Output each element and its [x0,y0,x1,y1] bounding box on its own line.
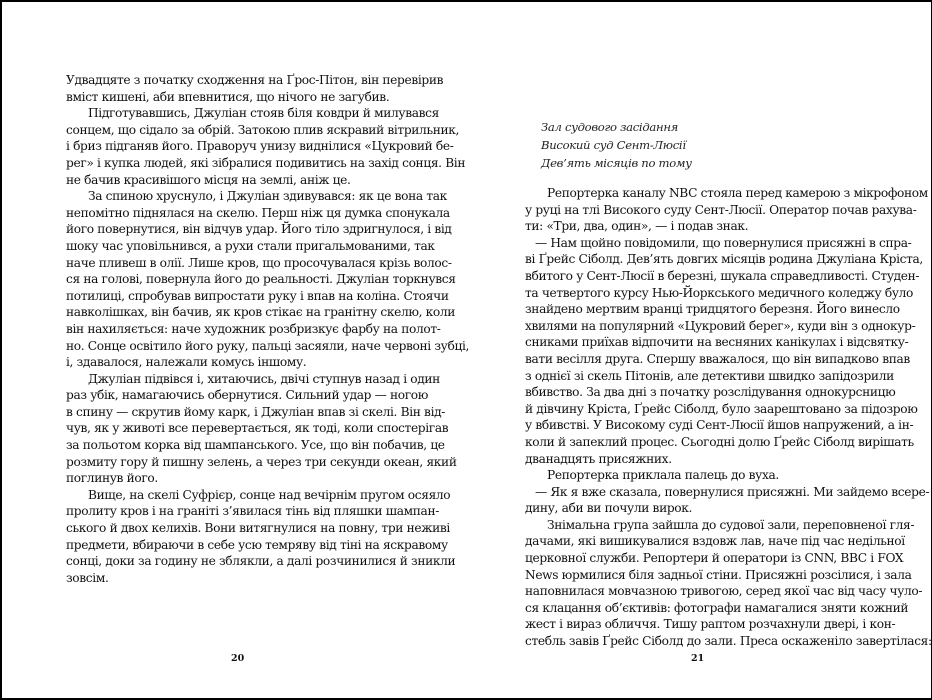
text-line: церковної служби. Репортери й оператори із CNN, BBC і FOX [525,551,904,566]
text-line: но. Сонце освітило його руку, пальці засяяли, наче червоні зубці, [66,338,470,353]
text-line: предмети, вбираючи в себе усю темряву від тіні на яскравому [66,537,448,552]
text-line: ського й двох келихів. Вони витягнулися на повну, три неживі [66,521,450,536]
text-line: поглинув його. [66,471,158,486]
text-line: в спину — скрутив йому карк, і Джуліан впав зі скелі. Він від- [66,404,446,419]
text-line: дачами, які вишикувалися вздовж лав, наче під час недільної [525,534,905,549]
text-line: шоку час уповільнився, а рухи стали пригальмованими, так [66,238,435,253]
text-line: Репортерка каналу NBC стояла перед камерою з мікрофоном [547,186,928,200]
text-line: й дівчину Кріста, Ґрейс Сіболд, було заарештовано за підозрою [525,401,918,416]
text-line: вати весілля друга. Спершу вважалося, що він випадково впав [525,351,910,366]
text-line: за польотом корка від шампанського. Усе, що він побачив, це [66,438,445,453]
text-line: розмиту гору й пишну зелень, а через три секунди океан, який [66,454,457,469]
text-line: Вище, на скелі Суфрієр, сонце над вечірнім пругом осяяло [88,487,451,502]
left-page-body [66,72,470,586]
text-line: рег» і купка людей, які зібралися подивитись на захід сонця. Він [66,155,466,170]
text-line: у вбивстві. У Високому суді Сент-Люсії йшов напружений, а ін- [525,418,914,433]
text-line: його повернутися, він відчув удар. Його тіло здригнулося, і від [66,222,452,237]
text-line: і, здавалося, належали комусь іншому. [66,355,307,370]
text-line: вміст кишені, аби впевнитися, що нічого не загубив. [66,89,390,104]
text-line: стебль завів Ґрейс Сіболд до зали. Преса оскаженіло завертілася: [525,634,932,649]
page-number-right: 21 [691,653,705,664]
text-line: сонцем, що сідало за обрій. Затокою плив яскравий вітрильник, [66,122,460,137]
right-page [468,2,932,698]
text-line: та четвертого курсу Нью-Йоркського медичного коледжу було [525,285,914,300]
text-line: сонці, доки за годину не зблякли, а далі розчинилися й зникли [66,554,456,569]
left-page [2,2,468,698]
text-line: вбивство. За два дні з початку розслідування однокурсницю [525,385,896,400]
text-line: наповнилася мовчазною тривогою, серед якої час від часу чуло- [525,584,923,599]
text-line: раз убік, намагаючись обернутися. Сильний удар — ногою [66,388,429,403]
text-line: потилиці, спробував випростати руку і впав на коліна. Стоячи [66,288,449,303]
text-line: вбитого у Сент-Люсії в березні, шукала справедливості. Студен- [525,268,920,283]
text-line: жест і вираз обличчя. Тишу раптом розчахнули двері, і кон- [525,617,896,632]
text-line: News юрмилися біля задньої стіни. Присяжні розсілися, і зала [525,567,912,582]
text-line: дину, аби ви почули вирок. [525,501,693,516]
text-line: зовсім. [66,570,109,585]
text-line: пролиту кров і на граніті з’явилася тінь від пляшки шампан- [66,504,439,519]
page-number-left: 20 [231,653,245,664]
text-line: непомітно піднялася на скелю. Перш ніж ця думка спонукала [66,205,450,220]
text-line: ти: «Три, два, один», — і подав знак. [525,219,749,234]
text-line: він нахиляється: наче художник розбризкує фарбу на полот- [66,321,441,336]
text-line: наче пливеш в олії. Лише кров, що просочувалася крізь волос- [66,255,452,270]
text-line: і бриз підганяв його. Праворуч унизу виднілися «Цукровий бе- [66,139,454,154]
epigraph-line-court: Високий суд Сент-Люсії [541,138,686,152]
text-line: ві Ґрейс Сіболд. Дев’ять довгих місяців родина Джуліана Кріста, [525,252,923,267]
text-line: — Нам щойно повідомили, що повернулися присяжні в спра- [535,235,912,250]
text-line: навколішках, він бачив, як кров стікає на гранітну скелю, коли [66,305,456,320]
text-line: Підготувавшись, Джуліан стояв біля ковдри й милувався [88,106,439,121]
chapter-epigraph [541,118,692,172]
text-line: Удвадцяте з початку сходження на Ґрос-Пітон, він перевірив [66,73,444,87]
text-line: Знімальна група зайшла до судової зали, переповненої гля- [547,517,915,532]
epigraph-line-location: Зал судового засідання [541,120,679,134]
text-line: чув, як у животі все перевертається, як тоді, коли спостерігав [66,421,449,436]
text-line: Джуліан підвівся і, хитаючись, двічі ступнув назад і один [88,371,440,386]
text-line: не бачив красивішого місця на землі, аніж це. [66,172,351,187]
text-line: у руці на тлі Високого суду Сент-Люсії. Оператор почав рахува- [525,202,917,217]
text-line: За спиною хруснуло, і Джуліан здивувався: як це вона так [88,189,447,204]
text-line: з однієї зі скель Пітонів, але детективи швидко запідозрили [525,368,894,383]
text-line: сниками приїхав відпочити на весняних канікулах і відсвятку- [525,335,909,350]
text-line: дванадцять присяжних. [525,451,672,466]
text-line: Репортерка приклала палець до вуха. [547,468,779,483]
epigraph-line-time: Дев’ять місяців по тому [541,156,692,170]
right-page-body [525,185,932,650]
text-line: хвилями на популярний «Цукровий берег», куди він з однокур- [525,318,916,333]
text-line: — Як я вже сказала, повернулися присяжні. Ми зайдемо всере- [535,484,930,499]
text-line: коли й запеклий процес. Сьогодні долю Ґрейс Сіболд вирішать [525,434,914,449]
text-line: ся клацання об’єктивів: фотографи намагалися зняти кожний [525,600,909,615]
text-line: знайдено мертвим вранці тридцятого березня. Його винесло [525,302,900,317]
text-line: ся на голові, повернула його до реальності. Джуліан торкнувся [66,272,456,287]
